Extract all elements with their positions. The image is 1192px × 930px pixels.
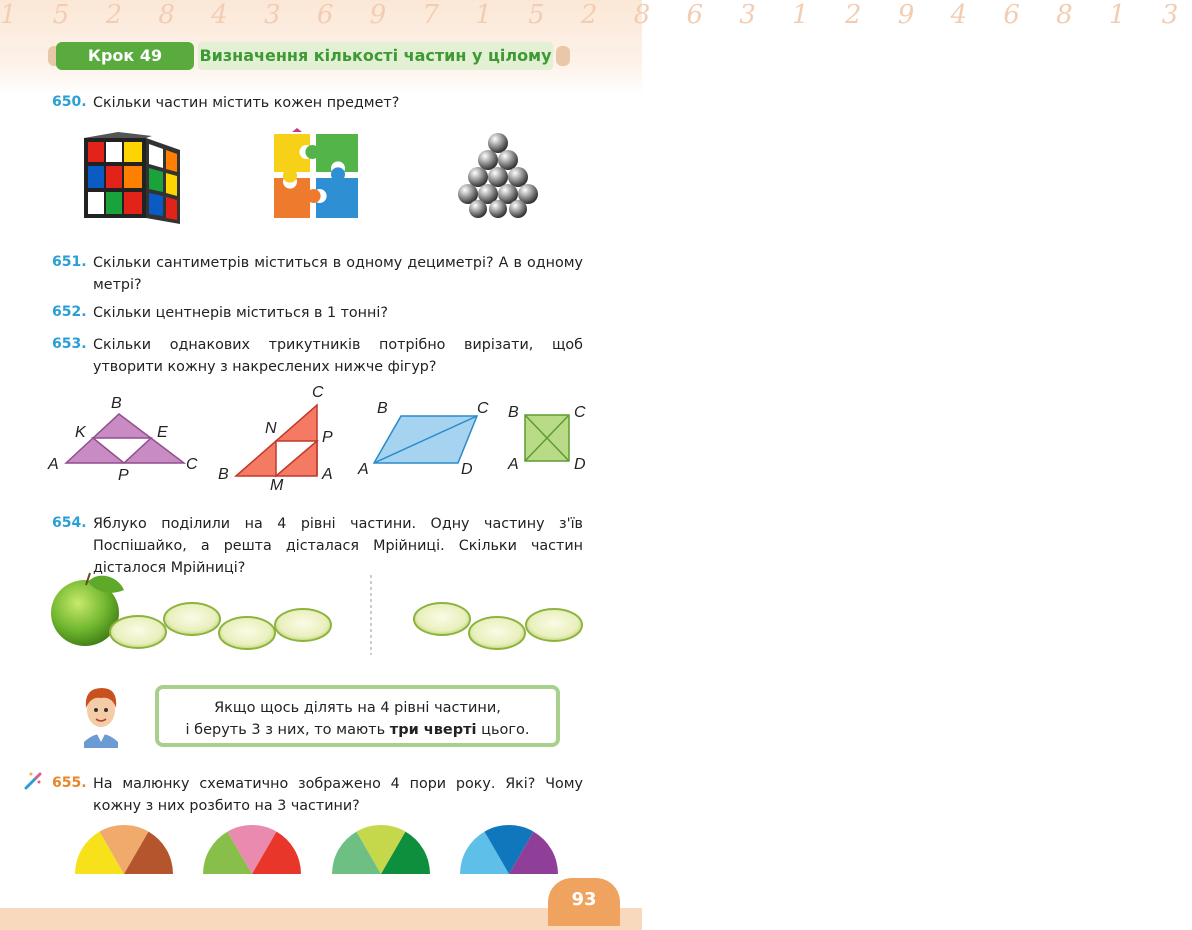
task-651-number: 651. xyxy=(52,254,87,270)
task-652-number: 652. xyxy=(52,304,87,320)
f2-label-p: P xyxy=(322,429,333,446)
background-digits: 1 5 2 8 4 3 6 9 7 1 5 2 8 6 3 1 2 9 4 6 8 1 3 xyxy=(0,0,1192,30)
f1-label-k: K xyxy=(75,424,86,441)
task-654-text: Яблуко поділили на 4 рівні частини. Одну частину з'їв Поспішайко, а решта дісталася Мрійниці. Скільки частин дісталося Мрійниці? xyxy=(93,516,583,576)
f1-label-c: C xyxy=(186,456,198,473)
step-badge: Крок 49 xyxy=(56,42,194,70)
f3-label-d: D xyxy=(461,461,473,478)
task-650-number: 650. xyxy=(52,94,87,110)
f4-label-b: B xyxy=(508,404,519,421)
page-number: 93 xyxy=(548,878,620,926)
task-655-text: На малюнку схематично зображено 4 пори року. Які? Чому кожну з них розбито на 3 частини? xyxy=(93,776,583,814)
rule-line-2-end: цього. xyxy=(476,722,530,738)
f1-label-a: A xyxy=(48,456,59,473)
f1-label-p: P xyxy=(118,467,129,484)
f1-label-e: E xyxy=(157,424,168,441)
f2-label-m: M xyxy=(270,477,284,494)
bottom-decorative-band xyxy=(0,908,642,930)
rule-line-1: Якщо щось ділять на 4 рівні частини, xyxy=(214,700,501,716)
task-655-number: 655. xyxy=(52,775,87,791)
task-651-text: Скільки сантиметрів міститься в одному дециметрі? А в одному метрі? xyxy=(93,255,583,293)
f4-label-c: C xyxy=(574,404,586,421)
task-653-number: 653. xyxy=(52,336,87,352)
task-652-text: Скільки центнерів міститься в 1 тонні? xyxy=(93,305,388,321)
task-654-number: 654. xyxy=(52,515,87,531)
f3-label-c: C xyxy=(477,400,489,417)
task-653-text: Скільки однакових трикутників потрібно вирізати, щоб утворити кожну з накреслених нижче фігур? xyxy=(93,337,583,375)
f4-label-a: A xyxy=(508,456,519,473)
task-650-text: Скільки частин містить кожен предмет? xyxy=(93,95,400,111)
f3-label-a: A xyxy=(358,461,369,478)
f2-label-n: N xyxy=(265,420,277,437)
f1-label-b: B xyxy=(111,395,122,412)
f2-label-a: A xyxy=(322,466,333,483)
rule-line-2-start: і беруть 3 з них, то мають xyxy=(185,722,390,738)
lesson-title: Визначення кількості частин у цілому xyxy=(198,42,553,70)
f2-label-b: B xyxy=(218,466,229,483)
f2-label-c: C xyxy=(312,384,324,401)
f4-label-d: D xyxy=(574,456,586,473)
f3-label-b: B xyxy=(377,400,388,417)
rule-highlight: три чверті xyxy=(389,722,477,738)
